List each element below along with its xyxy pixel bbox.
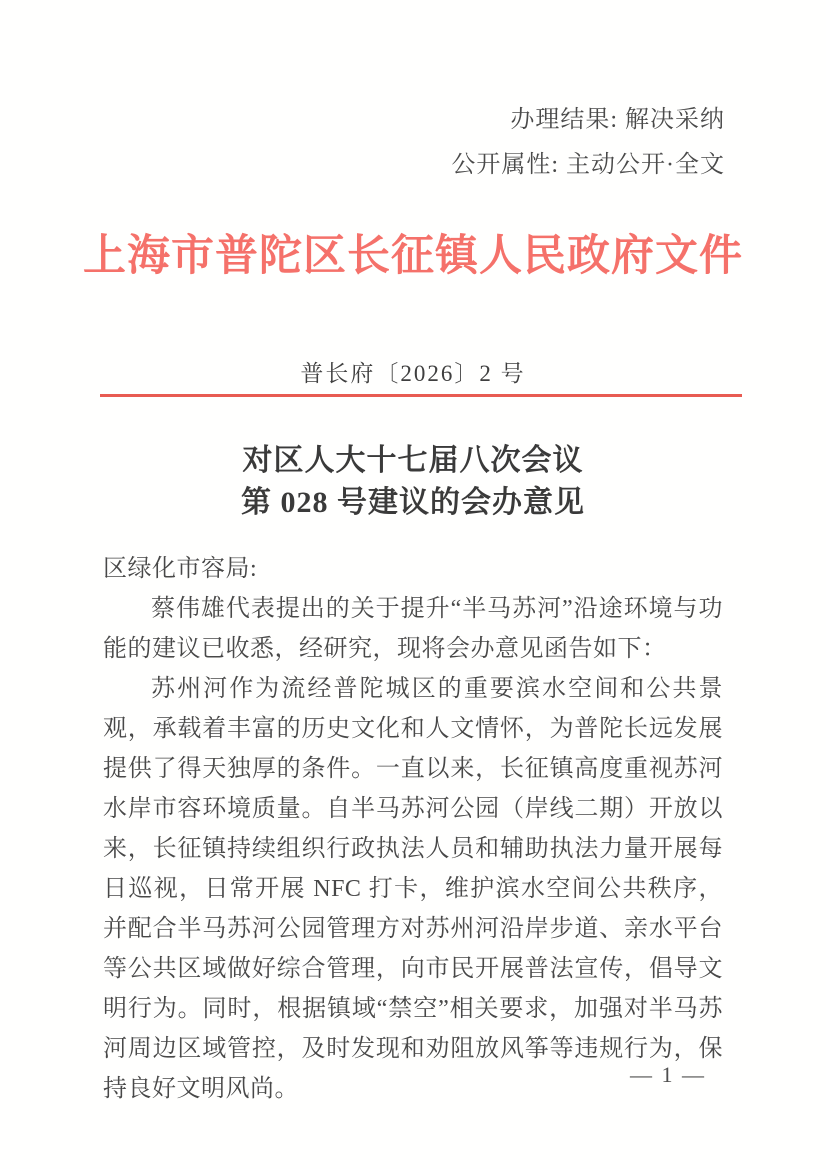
header-meta — [103, 98, 725, 188]
publicity-attribute-line: 公开属性: 主动公开·全文 — [451, 152, 725, 178]
page-number: — 1 — — [630, 1062, 706, 1087]
red-divider-rule — [100, 394, 742, 397]
document-reference-number: 普长府〔2026〕2 号 — [300, 361, 526, 386]
document-body — [103, 549, 723, 1109]
handling-result-line: 办理结果: 解决采纳 — [510, 107, 725, 133]
body-paragraph: 苏州河作为流经普陀城区的重要滨水空间和公共景观，承载着丰富的历史文化和人文情怀，为普陀长远发展提供了得天独厚的条件。一直以来，长征镇高度重视苏河水岸市容环境质量。自半马苏河公园（岸线二期）开放以来，长征镇持续组织行政执法人员和辅助执法力量开展每日巡视，日常开展 NFC 打卡，维护滨水空间公共秩序，并配合半马苏河公园管理方对苏州河沿岸步道、亲水平台等公共区域做好综合管理，向市民开展普法宣传，倡导文明行为。同时，根据镇域“禁空”相关要求，加强对半马苏河周边区域管控，及时发现和劝阻放风筝等违规行为，保持良好文明风尚。 — [103, 676, 723, 1102]
document-title — [0, 440, 826, 524]
salutation: 区绿化市容局: — [103, 556, 258, 582]
body-paragraph: 蔡伟雄代表提出的关于提升“半马苏河”沿途环境与功能的建议已收悉，经研究，现将会办意见函告如下： — [103, 596, 723, 662]
document-title-line1: 对区人大十七届八次会议 — [242, 444, 584, 477]
document-title-line2: 第 028 号建议的会办意见 — [241, 486, 585, 519]
masthead-org-title: 上海市普陀区长征镇人民政府文件 — [83, 233, 743, 280]
